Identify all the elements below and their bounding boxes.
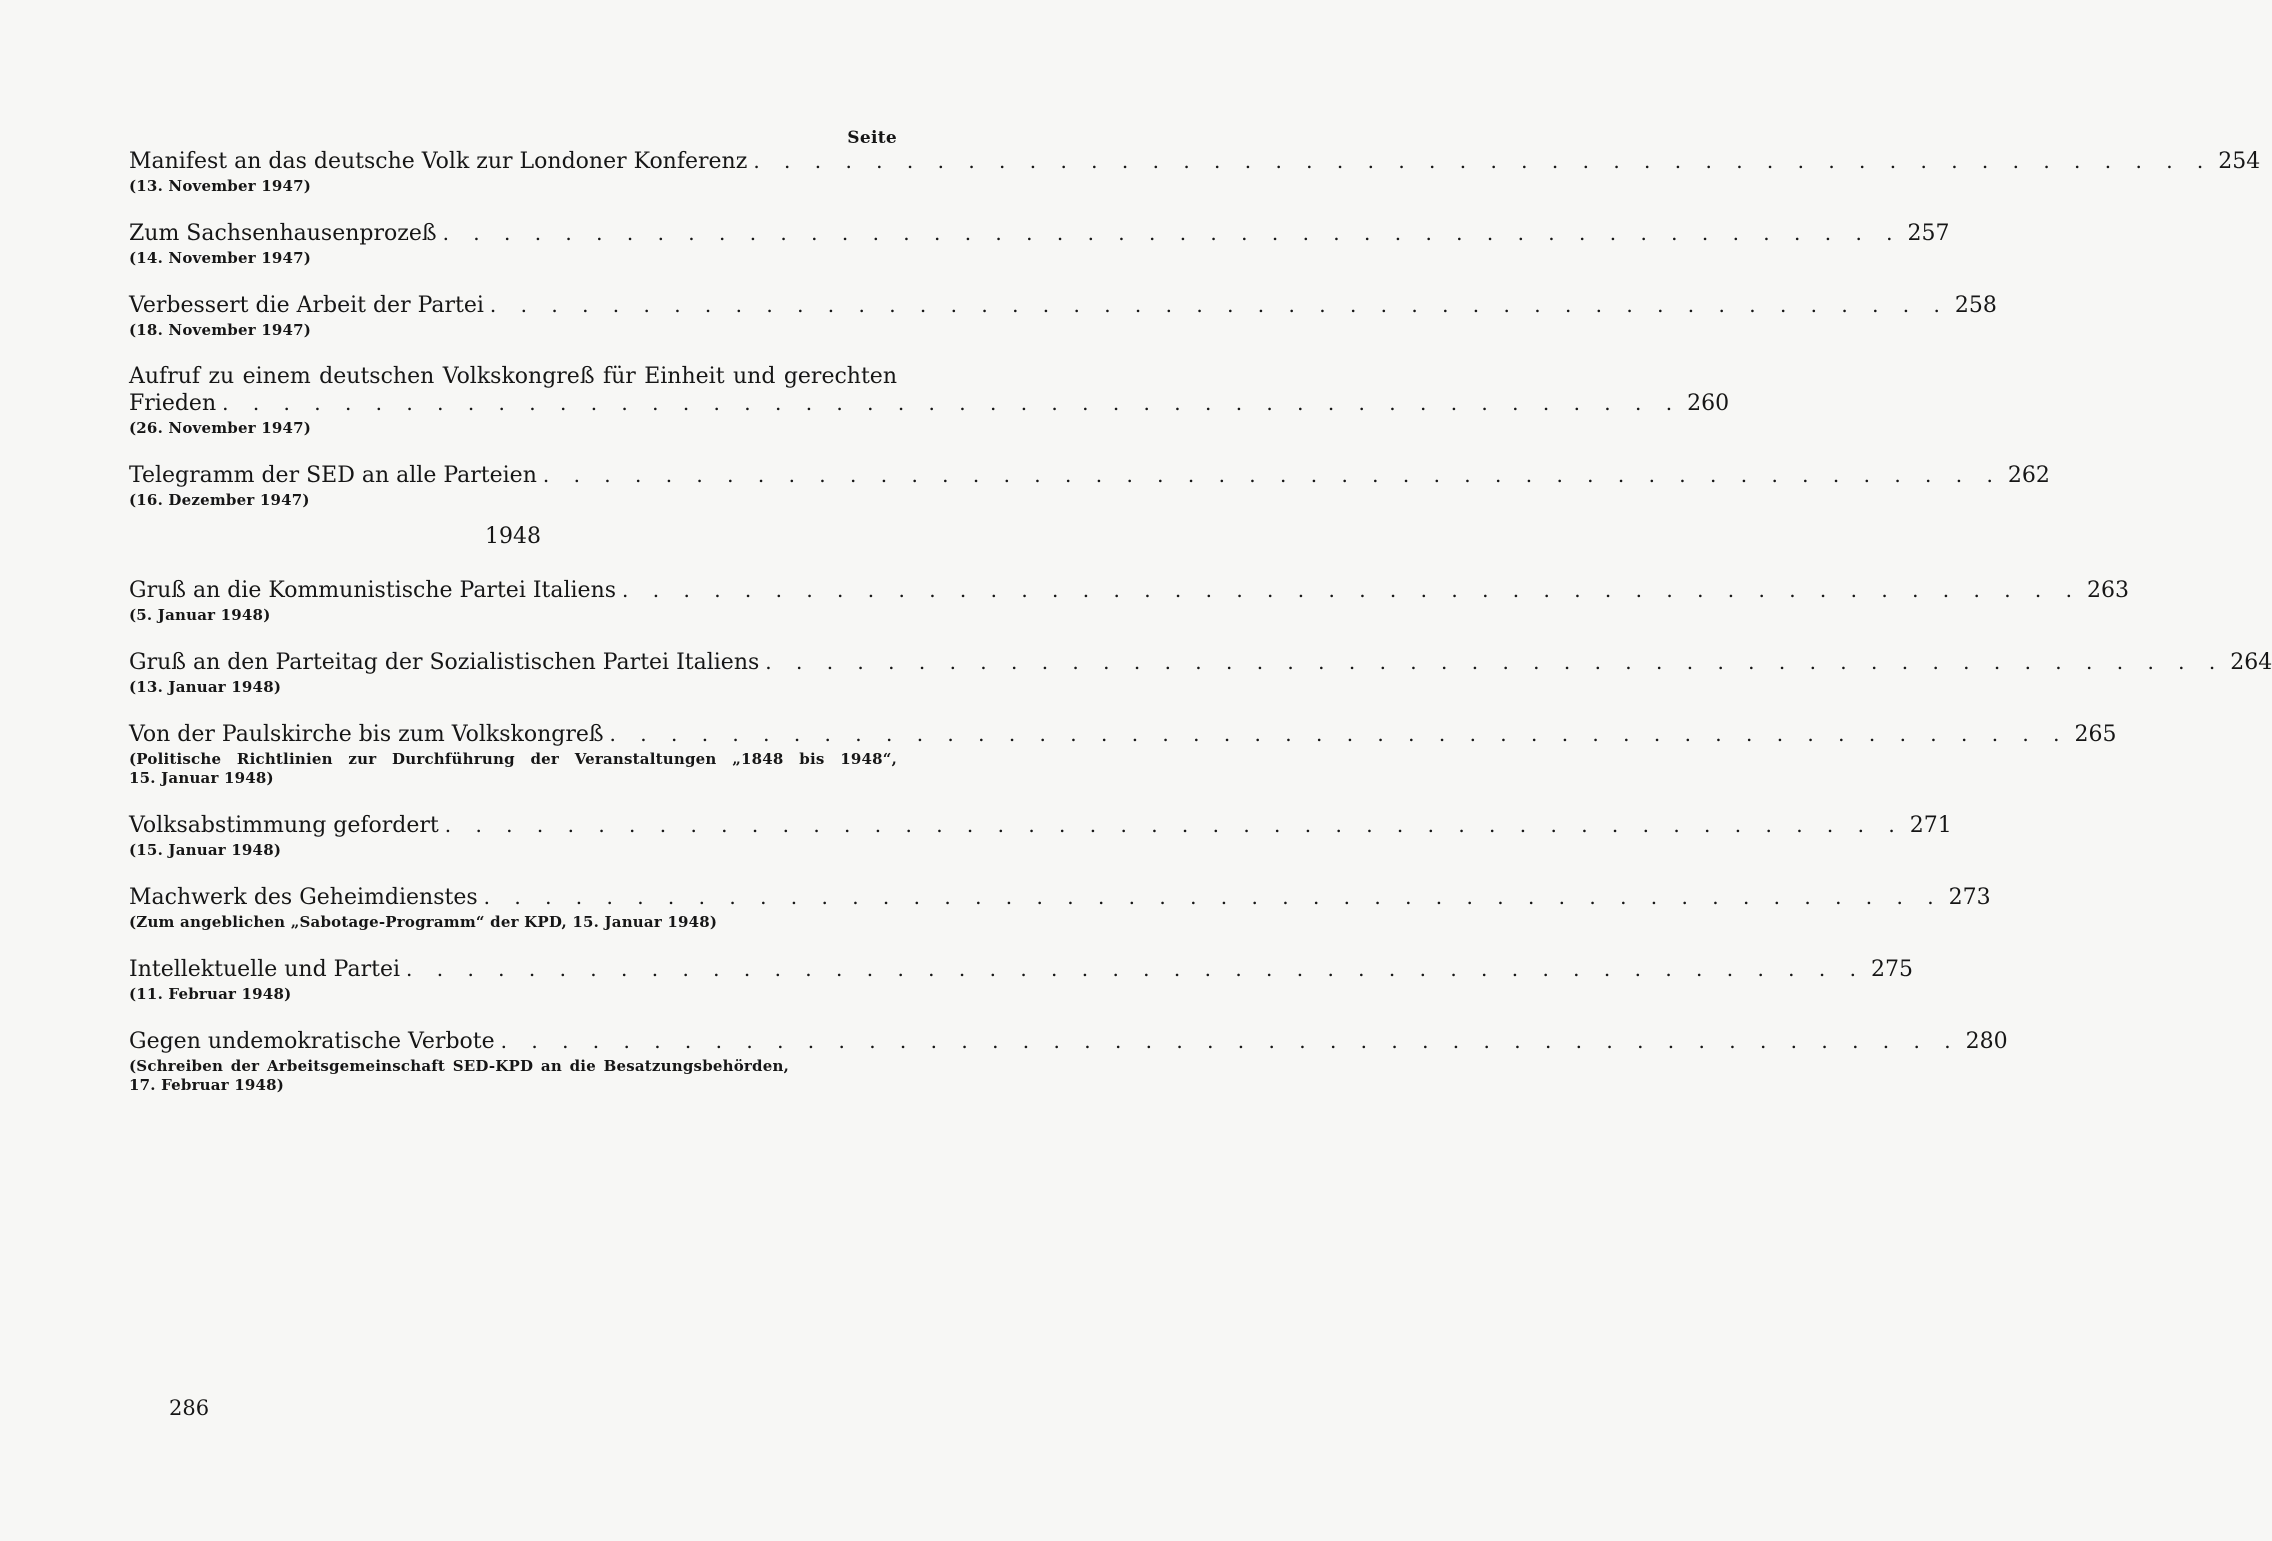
toc-entry [129,220,1950,268]
seite-label: Seite [847,128,897,148]
entry-date: (13. Januar 1948) [129,678,282,696]
leader-dots: . . . . . . . . . . . . . . . . . . . . . . . . . . . . . . . . . . . . . . . . . . . . . . . . [442,221,1902,245]
entry-title: Zum Sachsenhausenprozeß [129,221,437,246]
leader-dots: . . . . . . . . . . . . . . . . . . . . . . . . . . . . . . . . . . . . . . . . . . . . . . . . [622,578,2082,602]
entry-page-number: 258 [1954,293,1997,318]
entry-title-line1: Aufruf zu einem deutschen Volkskongreß für Einheit und gerechten [129,364,897,389]
leader-dots: . . . . . . . . . . . . . . . . . . . . . . . . . . . . . . . . . . . . . . . . . . . . . . . . [609,722,2069,746]
entry-date: (11. Februar 1948) [129,985,292,1003]
toc-section-1947 [129,148,2261,524]
entry-date: (14. November 1947) [129,249,312,267]
entry-page-number: 260 [1687,391,1730,416]
leader-dots: . . . . . . . . . . . . . . . . . . . . . . . . . . . . . . . . . . . . . . . . . . . . . . . . [483,885,1943,909]
entry-title: Intellektuelle und Partei [129,957,401,982]
entry-title: Verbessert die Arbeit der Partei [129,293,484,318]
entry-date: (Zum angeblichen „Sabotage-Programm“ der KPD, 15. Januar 1948) [129,913,718,931]
toc-entry [129,884,1991,932]
entry-title: Von der Paulskirche bis zum Volkskongreß [129,722,604,747]
toc-section-1948 [129,577,2272,1109]
toc-entry [129,956,1913,1004]
entry-date: (18. November 1947) [129,321,312,339]
toc-entry [129,292,1997,340]
entry-title: Machwerk des Geheimdienstes [129,885,478,910]
entry-page-number: 257 [1907,221,1950,246]
entry-title: Volksabstimmung gefordert [129,813,439,838]
leader-dots: . . . . . . . . . . . . . . . . . . . . . . . . . . . . . . . . . . . . . . . . . . . . . . . . [542,463,2002,487]
entry-page-number: 264 [2230,650,2272,675]
entry-date: (5. Januar 1948) [129,606,271,624]
entry-title: Frieden [129,391,217,416]
leader-dots: . . . . . . . . . . . . . . . . . . . . . . . . . . . . . . . . . . . . . . . . . . . . . . . . [222,391,1682,415]
entry-page-number: 263 [2087,578,2130,603]
entry-date: (13. November 1947) [129,177,312,195]
entry-date: 15. Januar 1948) [129,769,274,787]
entry-date-line1: (Politische Richtlinien zur Durchführung der Veranstaltungen „1848 bis 1948“, [129,750,897,768]
entry-date: (26. November 1947) [129,419,312,437]
entry-page-number: 273 [1948,885,1991,910]
entry-page-number: 280 [1965,1029,2008,1054]
entry-page-number: 265 [2074,722,2117,747]
entry-title: Gruß an den Parteitag der Sozialistischen Partei Italiens [129,650,760,675]
toc-entry [129,148,2261,196]
toc-entry [129,812,1952,860]
entry-date: 17. Februar 1948) [129,1076,285,1094]
toc-entry [129,649,2272,697]
entry-date: (15. Januar 1948) [129,841,282,859]
toc-entry [129,364,1730,438]
leader-dots: . . . . . . . . . . . . . . . . . . . . . . . . . . . . . . . . . . . . . . . . . . . . . . . . [765,650,2225,674]
year-heading: 1948 [485,524,541,549]
entry-title: Manifest an das deutsche Volk zur Londoner Konferenz [129,149,748,174]
entry-title: Gruß an die Kommunistische Partei Italiens [129,578,617,603]
entry-date-line1: (Schreiben der Arbeitsgemeinschaft SED-KPD an die Besatzungsbehörden, [129,1057,789,1075]
entry-page-number: 275 [1870,957,1913,982]
toc-entry [129,577,2130,625]
leader-dots: . . . . . . . . . . . . . . . . . . . . . . . . . . . . . . . . . . . . . . . . . . . . . . . . [753,149,2213,173]
toc-entry [129,1028,2008,1095]
entry-page-number: 254 [2218,149,2261,174]
leader-dots: . . . . . . . . . . . . . . . . . . . . . . . . . . . . . . . . . . . . . . . . . . . . . . . . [500,1029,1960,1053]
entry-title: Gegen undemokratische Verbote [129,1029,495,1054]
entry-page-number: 262 [2007,463,2050,488]
toc-entry [129,721,2117,788]
leader-dots: . . . . . . . . . . . . . . . . . . . . . . . . . . . . . . . . . . . . . . . . . . . . . . . . [489,293,1949,317]
leader-dots: . . . . . . . . . . . . . . . . . . . . . . . . . . . . . . . . . . . . . . . . . . . . . . . . [444,813,1904,837]
leader-dots: . . . . . . . . . . . . . . . . . . . . . . . . . . . . . . . . . . . . . . . . . . . . . . . . [406,957,1865,981]
toc-entry [129,462,2050,510]
entry-date: (16. Dezember 1947) [129,491,310,509]
entry-page-number: 271 [1909,813,1952,838]
page-number: 286 [169,1396,210,1420]
entry-title: Telegramm der SED an alle Parteien [129,463,537,488]
